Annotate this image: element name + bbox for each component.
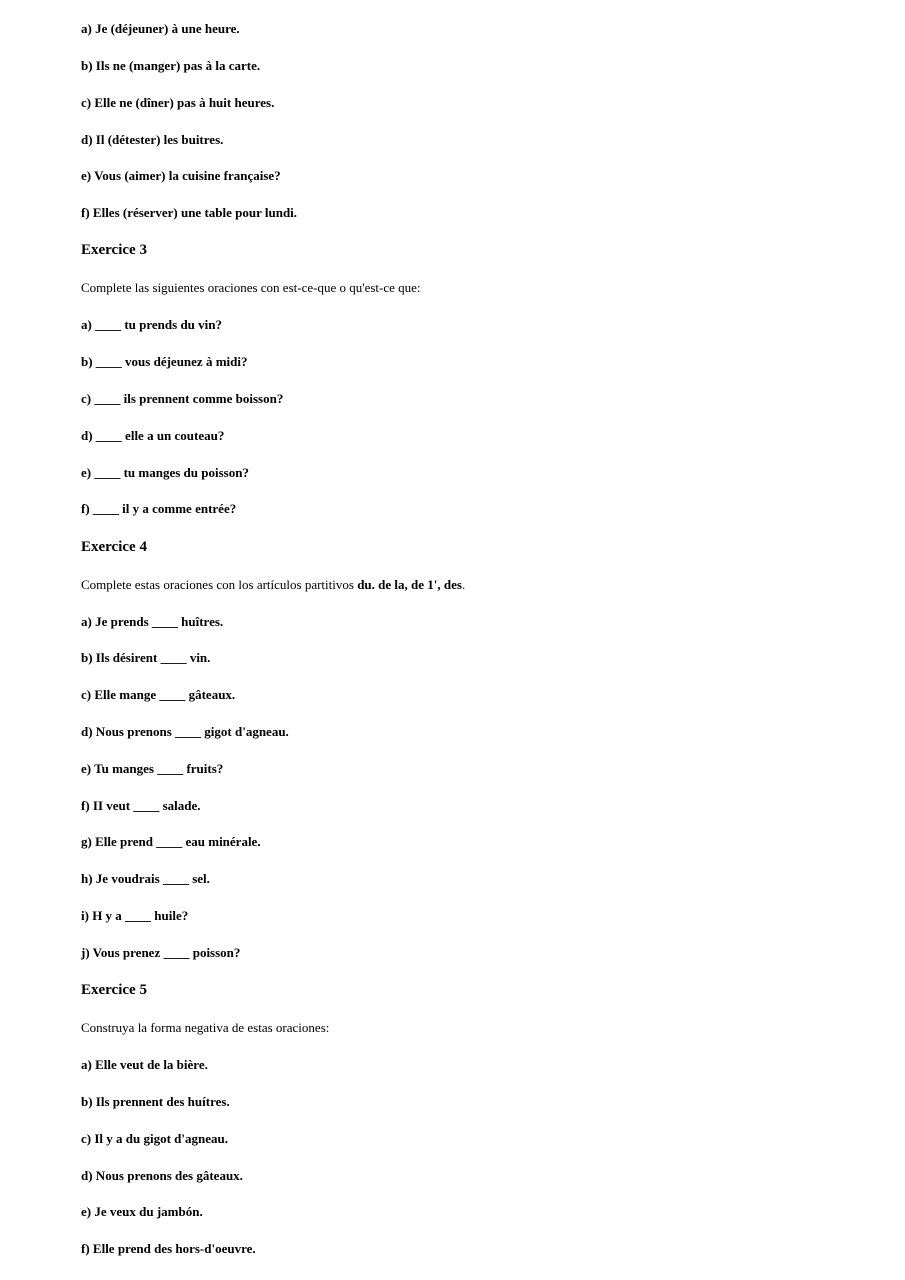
exercise-5-item-f: f) Elle prend des hors-d'oeuvre.: [81, 1241, 256, 1256]
exercise-5-item-b: b) Ils prennent des huítres.: [81, 1094, 230, 1109]
exercise-3-item-e: e) ____ tu manges du poisson?: [81, 465, 249, 480]
exercise-5-item-d: d) Nous prenons des gâteaux.: [81, 1168, 243, 1183]
exercise-4-item-i: i) H y a ____ huile?: [81, 908, 189, 923]
exercise-5-heading: Exercice 5: [81, 982, 147, 998]
exercise-4-item-b: b) Ils désirent ____ vin.: [81, 650, 211, 665]
exercise-3-item-f: f) ____ il y a comme entrée?: [81, 501, 237, 516]
exercise-4-instruction-text: Complete estas oraciones con los artículos partitivos: [81, 577, 358, 592]
exercise-5-item-e: e) Je veux du jambón.: [81, 1204, 203, 1219]
exercise-2-item-b: b) Ils ne (manger) pas à la carte.: [81, 58, 261, 73]
exercise-4-item-f: f) II veut ____ salade.: [81, 798, 201, 813]
exercise-2-item-e: e) Vous (aimer) la cuisine française?: [81, 168, 281, 183]
exercise-4-item-g: g) Elle prend ____ eau minérale.: [81, 834, 261, 849]
exercise-2-item-c: c) Elle ne (dîner) pas à huit heures.: [81, 95, 275, 110]
exercise-2-item-d: d) Il (détester) les buitres.: [81, 132, 224, 147]
exercise-3-item-a: a) ____ tu prends du vin?: [81, 317, 222, 332]
exercise-4-item-h: h) Je voudrais ____ sel.: [81, 871, 210, 886]
exercise-4-instruction: [81, 577, 465, 593]
exercise-5-instruction: Construya la forma negativa de estas oraciones:: [81, 1020, 330, 1035]
exercise-3-item-b: b) ____ vous déjeunez à midi?: [81, 354, 248, 369]
exercise-2-item-f: f) Elles (réserver) une table pour lundi.: [81, 205, 298, 220]
exercise-4-item-e: e) Tu manges ____ fruits?: [81, 761, 224, 776]
exercise-5-item-a: a) Elle veut de la bière.: [81, 1057, 208, 1072]
exercise-4-heading: Exercice 4: [81, 539, 147, 555]
exercise-3-item-c: c) ____ ils prennent comme boisson?: [81, 391, 284, 406]
exercise-3-item-d: d) ____ elle a un couteau?: [81, 428, 225, 443]
exercise-4-item-c: c) Elle mange ____ gâteaux.: [81, 687, 236, 702]
exercise-4-item-d: d) Nous prenons ____ gigot d'agneau.: [81, 724, 289, 739]
exercise-3-heading: Exercice 3: [81, 242, 147, 258]
exercise-3-instruction: Complete las siguientes oraciones con est-ce-que o qu'est-ce que:: [81, 280, 421, 295]
exercise-4-item-j: j) Vous prenez ____ poisson?: [81, 945, 241, 960]
exercise-4-instruction-end: .: [461, 577, 466, 592]
exercise-5-item-c: c) Il y a du gigot d'agneau.: [81, 1131, 228, 1146]
partitive-articles: du. de la, de 1', des: [357, 577, 462, 592]
exercise-2-item-a: a) Je (déjeuner) à une heure.: [81, 21, 240, 36]
exercise-4-item-a: a) Je prends ____ huîtres.: [81, 614, 224, 629]
